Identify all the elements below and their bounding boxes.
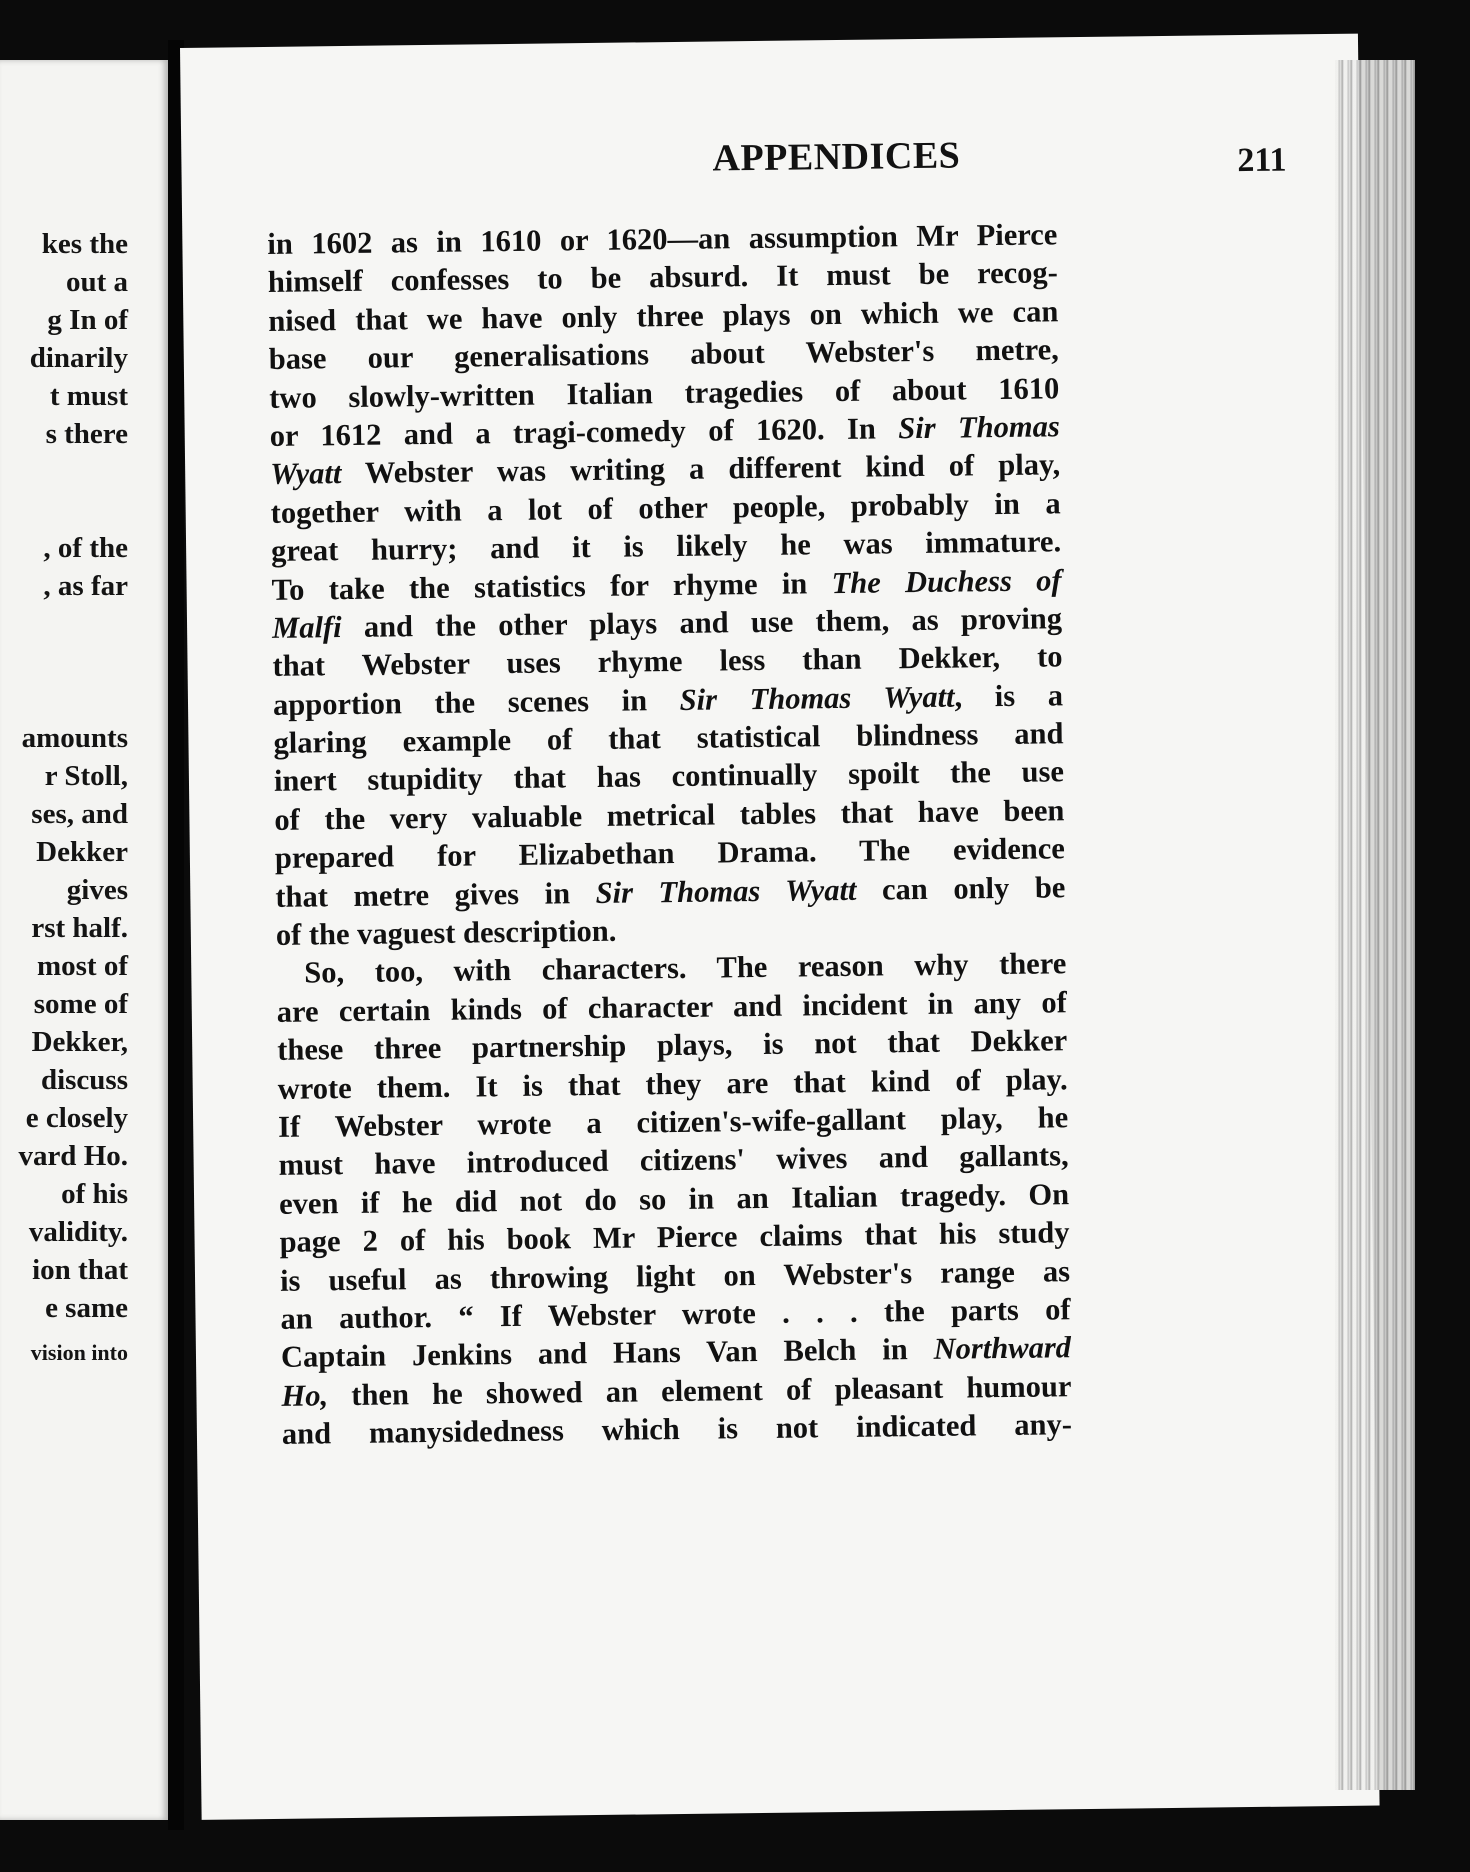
text-line: an author. “ If Webster wrote . . . the parts of (280, 1292, 1071, 1336)
text-line: himself confesses to be absurd. It must be recog- (267, 255, 1059, 300)
text-line: glaring example of that statistical blindness and (273, 716, 1064, 760)
left-page-footnote: vision into (30, 1340, 128, 1365)
text-line: must have introduced citizens' wives and gallants, (278, 1138, 1069, 1183)
text-line: base our generalisations about Webster's metre, (268, 332, 1059, 377)
text-line: these three partnership plays, is not that Dekker (277, 1023, 1068, 1068)
text-line: inert stupidity that has continually spoilt the use (273, 754, 1065, 799)
left-page-line: kes the (41, 228, 128, 260)
left-page-line: Dekker (36, 836, 128, 868)
left-page-line: amounts (21, 722, 128, 754)
text-line: of the very valuable metrical tables that have been (274, 793, 1065, 837)
text-line: apportion the scenes in Sir Thomas Wyatt, is a (272, 677, 1064, 722)
left-page-line: e same (45, 1292, 128, 1324)
left-page-line: validity. (28, 1216, 128, 1248)
left-page-line: dinarily (29, 342, 128, 374)
left-page-line: vard Ho. (18, 1140, 128, 1172)
text-line: To take the statistics for rhyme in The Duchess of (271, 562, 1062, 607)
left-page-line: Dekker, (31, 1026, 128, 1058)
page-edges (1335, 60, 1415, 1790)
left-page-line: , of the (43, 532, 128, 564)
text-line: that Webster uses rhyme less than Dekker, to (272, 639, 1063, 684)
left-page-line: rst half. (31, 912, 128, 944)
left-page-line: s there (45, 418, 128, 450)
text-line: is useful as throwing light on Webster's range as (279, 1253, 1071, 1298)
left-page-line: e closely (25, 1102, 128, 1134)
text-line: If Webster wrote a citizen's-wife-gallant play, he (277, 1100, 1069, 1144)
text-line: page 2 of his book Mr Pierce claims that his study (279, 1215, 1070, 1260)
left-page-line: out a (65, 266, 128, 298)
text-line: or 1612 and a tragi-comedy of 1620. In Sir Thomas (269, 409, 1060, 453)
left-page-line: , as far (43, 570, 128, 602)
text-line: wrote them. It is that they are that kind of play. (277, 1061, 1068, 1106)
left-page-line: ion that (32, 1254, 128, 1286)
text-line: So, too, with characters. The reason why there (304, 946, 1067, 990)
left-page-line: r Stoll, (44, 760, 128, 792)
page-number: 211 (1237, 141, 1287, 180)
left-page (0, 60, 168, 1820)
text-line: Wyatt Webster was writing a different kind of play, (270, 447, 1061, 492)
text-line: together with a lot of other people, probably in a (270, 486, 1061, 530)
left-page-line: gives (66, 874, 128, 906)
text-line: are certain kinds of character and incident in any of (276, 985, 1067, 1029)
text-line: Malfi and the other plays and use them, as proving (271, 601, 1063, 645)
text-line: even if he did not do so in an Italian tragedy. On (278, 1176, 1070, 1221)
left-page-line: g In of (47, 304, 128, 336)
left-page-line: some of (33, 988, 128, 1020)
page-header (536, 129, 1287, 188)
left-page-line: of his (61, 1178, 128, 1210)
left-page-line: most of (36, 950, 128, 982)
text-line: Captain Jenkins and Hans Van Belch in Northward (280, 1330, 1072, 1375)
text-line: prepared for Elizabethan Drama. The evidence (274, 831, 1066, 876)
text-line: great hurry; and it is likely he was immature. (270, 524, 1062, 569)
text-line: in 1602 as in 1610 or 1620—an assumption Mr Pierce (267, 217, 1058, 261)
text-line: two slowly-written Italian tragedies of about 1610 (269, 370, 1060, 415)
text-line: and manysidedness which is not indicated any- (281, 1407, 1073, 1451)
text-line: nised that we have only three plays on which we can (268, 294, 1059, 338)
text-line: Ho, then he showed an element of pleasant humour (281, 1368, 1072, 1413)
running-head: APPENDICES (712, 134, 961, 180)
text-line: that metre gives in Sir Thomas Wyatt can only be (275, 869, 1066, 914)
right-page (180, 34, 1380, 1820)
text-line: of the vaguest description. (275, 913, 617, 952)
body-text (267, 215, 1072, 1453)
left-page-line: ses, and (31, 798, 128, 830)
left-page-line: discuss (40, 1064, 128, 1096)
book-gutter (168, 40, 184, 1830)
left-page-line: t must (49, 380, 128, 412)
